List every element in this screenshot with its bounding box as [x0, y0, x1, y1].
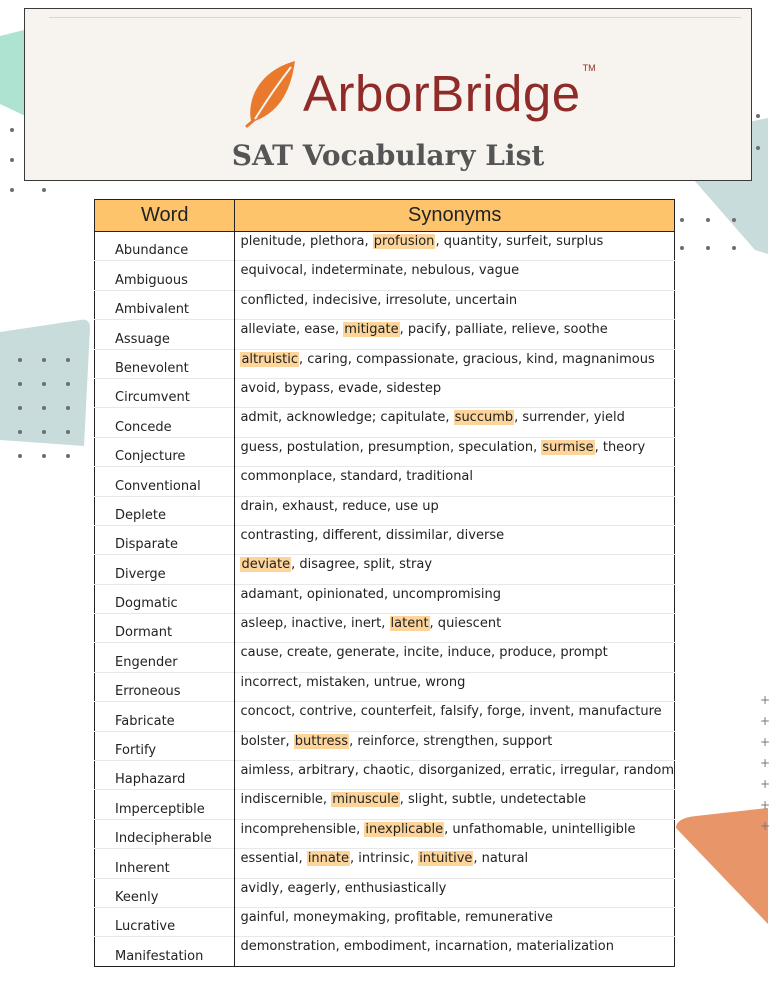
synonym-text: admit, acknowledge; capitulate, — [240, 410, 454, 426]
table-row — [95, 437, 675, 466]
vocab-synonyms — [235, 672, 675, 701]
table-row — [95, 878, 675, 907]
table-row — [95, 290, 675, 319]
highlighted-synonym: altruistic — [241, 351, 298, 367]
synonym-text: , unfathomable, unintelligible — [444, 821, 636, 837]
table-row — [95, 643, 675, 672]
vocab-synonyms — [235, 819, 675, 848]
vocab-synonyms — [235, 290, 675, 319]
vocab-word: Imperceptible — [95, 790, 235, 819]
vocab-word: Deplete — [95, 496, 235, 525]
table-row — [95, 525, 675, 554]
highlighted-synonym: intuitive — [419, 851, 473, 867]
vocab-synonyms — [235, 555, 675, 584]
table-row — [95, 349, 675, 378]
highlighted-synonym: inexplicable — [365, 821, 444, 837]
trademark: TM — [582, 63, 596, 73]
vocab-word: Manifestation — [95, 937, 235, 966]
vocab-synonyms — [235, 437, 675, 466]
highlighted-synonym: latent — [390, 616, 429, 632]
highlighted-synonym: deviate — [241, 557, 291, 573]
synonym-text: conflicted, indecisive, irresolute, uncertain — [240, 292, 518, 308]
vocab-synonyms — [235, 937, 675, 966]
synonym-text: , disagree, split, stray — [291, 557, 433, 573]
vocab-synonyms — [235, 790, 675, 819]
synonym-text: , slight, subtle, undetectable — [399, 792, 586, 808]
vocab-synonyms — [235, 320, 675, 349]
table-row — [95, 937, 675, 966]
vocab-synonyms — [235, 584, 675, 613]
salmon-right-shape — [676, 808, 768, 926]
synonym-text: avidly, eagerly, enthusiastically — [240, 880, 447, 896]
vocab-synonyms — [235, 496, 675, 525]
synonym-text: cause, create, generate, incite, induce, produce, prompt — [240, 645, 608, 661]
highlighted-synonym: buttress — [294, 733, 349, 749]
table-row — [95, 672, 675, 701]
table-row — [95, 761, 675, 790]
table-row — [95, 232, 675, 261]
table-row — [95, 790, 675, 819]
page-title: SAT Vocabulary List — [231, 139, 545, 172]
plus-column-right — [760, 690, 770, 837]
synonym-text: guess, postulation, presumption, speculation, — [240, 439, 542, 455]
synonym-text: indiscernible, — [240, 792, 332, 808]
vocab-synonyms — [235, 731, 675, 760]
vocab-word: Lucrative — [95, 907, 235, 936]
table-row — [95, 320, 675, 349]
table-row — [95, 408, 675, 437]
vocab-synonyms — [235, 643, 675, 672]
synonym-text: concoct, contrive, counterfeit, falsify, forge, invent, manufacture — [240, 704, 662, 720]
dot-grid-left — [18, 358, 70, 458]
vocab-word: Haphazard — [95, 761, 235, 790]
vocab-synonyms — [235, 408, 675, 437]
synonym-text: , reinforce, strengthen, support — [349, 733, 553, 749]
vocab-synonyms — [235, 849, 675, 878]
plus-icon: + — [760, 693, 770, 707]
table-row — [95, 819, 675, 848]
synonym-text: incomprehensible, — [240, 821, 365, 837]
vocab-synonyms — [235, 525, 675, 554]
vocab-synonyms — [235, 349, 675, 378]
brand-logo — [245, 59, 596, 127]
table-row — [95, 849, 675, 878]
vocab-word: Benevolent — [95, 349, 235, 378]
synonym-text: , quantity, surfeit, surplus — [435, 234, 604, 249]
table-body — [95, 232, 675, 967]
synonym-text: , natural — [473, 851, 529, 867]
table-row — [95, 731, 675, 760]
synonym-text: drain, exhaust, reduce, use up — [240, 498, 439, 514]
table-row — [95, 467, 675, 496]
vocab-word: Fabricate — [95, 702, 235, 731]
vocab-word: Ambivalent — [95, 290, 235, 319]
synonym-text: , pacify, palliate, relieve, soothe — [399, 322, 608, 338]
vocab-word: Erroneous — [95, 672, 235, 701]
synonym-text: plenitude, plethora, — [240, 234, 373, 249]
highlighted-synonym: mitigate — [344, 322, 399, 338]
synonym-text: gainful, moneymaking, profitable, remunerative — [240, 909, 553, 925]
synonym-text: contrasting, different, dissimilar, diverse — [240, 527, 505, 543]
vocab-word: Diverge — [95, 555, 235, 584]
synonym-text: aimless, arbitrary, chaotic, disorganized, erratic, irregular, random — [240, 763, 674, 779]
synonym-text: avoid, bypass, evade, sidestep — [240, 380, 442, 396]
synonym-text: demonstration, embodiment, incarnation, materialization — [240, 939, 614, 955]
vocab-synonyms — [235, 378, 675, 407]
vocab-synonyms — [235, 761, 675, 790]
vocab-word: Concede — [95, 408, 235, 437]
header-card — [24, 8, 752, 181]
synonym-text: equivocal, indeterminate, nebulous, vague — [240, 263, 520, 279]
vocab-word: Ambiguous — [95, 261, 235, 290]
vocab-word: Circumvent — [95, 378, 235, 407]
vocab-word: Dogmatic — [95, 584, 235, 613]
vocab-word: Inherent — [95, 849, 235, 878]
synonym-text: , caring, compassionate, gracious, kind, magnanimous — [298, 351, 655, 367]
plus-icon: + — [760, 756, 770, 770]
vocab-word: Assuage — [95, 320, 235, 349]
header-divider — [49, 17, 741, 18]
highlighted-synonym: surmise — [542, 439, 594, 455]
synonym-text: , quiescent — [429, 616, 502, 632]
table-row — [95, 496, 675, 525]
vocabulary-table — [94, 199, 675, 967]
plus-icon: + — [760, 798, 770, 812]
vocab-synonyms — [235, 261, 675, 290]
vocab-word: Engender — [95, 643, 235, 672]
table-row — [95, 378, 675, 407]
highlighted-synonym: succumb — [454, 410, 514, 426]
vocab-synonyms — [235, 614, 675, 643]
synonym-text: adamant, opinionated, uncompromising — [240, 586, 501, 602]
leaf-icon — [245, 59, 297, 127]
plus-icon: + — [760, 777, 770, 791]
table-row — [95, 614, 675, 643]
table-row — [95, 261, 675, 290]
vocab-synonyms — [235, 702, 675, 731]
synonym-text: incorrect, mistaken, untrue, wrong — [240, 674, 466, 690]
synonym-text: , theory — [594, 439, 646, 455]
vocab-word: Keenly — [95, 878, 235, 907]
vocab-word: Indecipherable — [95, 819, 235, 848]
table-row — [95, 584, 675, 613]
vocab-synonyms — [235, 232, 675, 261]
synonym-text: , intrinsic, — [349, 851, 419, 867]
highlighted-synonym: innate — [307, 851, 349, 867]
table-row — [95, 907, 675, 936]
brand-name: ArborBridge — [303, 64, 581, 122]
synonym-text: commonplace, standard, traditional — [240, 469, 474, 485]
dot-grid-right — [680, 218, 736, 250]
synonym-text: , surrender, yield — [514, 410, 625, 426]
vocab-word: Abundance — [95, 232, 235, 261]
synonym-text: essential, — [240, 851, 307, 867]
vocab-word: Fortify — [95, 731, 235, 760]
vocab-synonyms — [235, 907, 675, 936]
plus-icon: + — [760, 714, 770, 728]
table-header-row — [95, 200, 675, 232]
vocab-word: Disparate — [95, 525, 235, 554]
column-header-synonyms: Synonyms — [235, 200, 675, 232]
vocab-synonyms — [235, 467, 675, 496]
table-row — [95, 702, 675, 731]
vocab-word: Conjecture — [95, 437, 235, 466]
synonym-text: asleep, inactive, inert, — [240, 616, 390, 632]
plus-icon: + — [760, 735, 770, 749]
highlighted-synonym: minuscule — [332, 792, 399, 808]
synonym-text: bolster, — [240, 733, 294, 749]
vocab-synonyms — [235, 878, 675, 907]
synonym-text: alleviate, ease, — [240, 322, 344, 338]
column-header-word: Word — [95, 200, 235, 232]
vocab-word: Conventional — [95, 467, 235, 496]
plus-icon: + — [760, 819, 770, 833]
vocab-word: Dormant — [95, 614, 235, 643]
table-row — [95, 555, 675, 584]
highlighted-synonym: profusion — [373, 234, 435, 249]
